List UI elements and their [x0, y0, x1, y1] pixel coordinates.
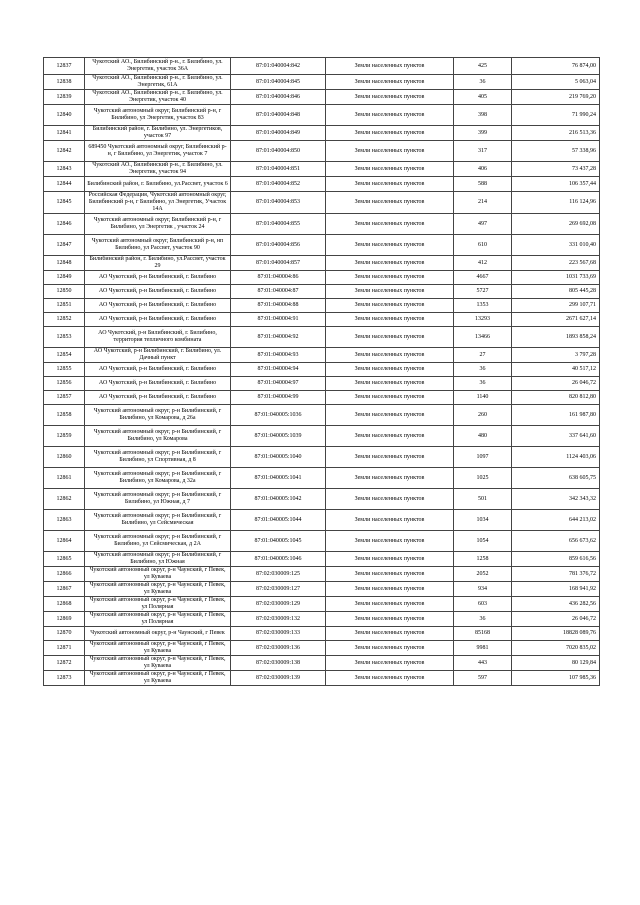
cadastral-value-cell: 5 063,04 [512, 75, 600, 90]
cadastral-number-cell: 87:01:040005:1039 [231, 426, 326, 447]
cadastral-value-cell: 299 107,71 [512, 299, 600, 313]
table-row [44, 363, 600, 377]
address-cell: Чукотский автономный округ, р-н Чаунский, г Певек, ул Полярная [85, 612, 231, 627]
cadastral-number-cell: 87:01:040004:91 [231, 313, 326, 327]
area-cell: 13466 [454, 327, 512, 348]
table-row [44, 299, 600, 313]
address-cell: АО Чукотский, р-н Билибинский, г. Билибино [85, 313, 231, 327]
land-category-cell: Земли населенных пунктов [326, 105, 454, 126]
cadastral-value-cell: 337 641,60 [512, 426, 600, 447]
row-number: 12866 [44, 567, 85, 582]
land-category-cell: Земли населенных пунктов [326, 612, 454, 627]
cadastral-number-cell: 87:02:030009:139 [231, 671, 326, 686]
cadastral-number-cell: 87:01:040004:857 [231, 256, 326, 271]
cadastral-value-cell: 168 941,92 [512, 582, 600, 597]
row-number: 12851 [44, 299, 85, 313]
row-number: 12845 [44, 192, 85, 214]
area-cell: 1097 [454, 447, 512, 468]
area-cell: 27 [454, 348, 512, 363]
cadastral-value-cell: 107 985,36 [512, 671, 600, 686]
table-row [44, 141, 600, 162]
address-cell: Чукотский автономный округ, р-н Чаунский, г Певек, ул Куваева [85, 671, 231, 686]
cadastral-value-cell: 820 812,80 [512, 391, 600, 405]
area-cell: 13293 [454, 313, 512, 327]
row-number: 12872 [44, 656, 85, 671]
area-cell: 4667 [454, 271, 512, 285]
area-cell: 603 [454, 597, 512, 612]
cadastral-value-cell: 161 987,80 [512, 405, 600, 426]
cadastral-number-cell: 87:01:040004:846 [231, 90, 326, 105]
row-number: 12849 [44, 271, 85, 285]
land-category-cell: Земли населенных пунктов [326, 391, 454, 405]
cadastral-number-cell: 87:01:040005:1036 [231, 405, 326, 426]
address-cell: Билибинский район, г. Билибино, ул. Энергетиков, участок 97 [85, 126, 231, 141]
area-cell: 399 [454, 126, 512, 141]
cadastral-value-cell: 436 282,56 [512, 597, 600, 612]
area-cell: 1140 [454, 391, 512, 405]
cadastral-number-cell: 87:01:040005:1046 [231, 552, 326, 567]
table-row [44, 552, 600, 567]
cadastral-number-cell: 87:01:040004:850 [231, 141, 326, 162]
table-row [44, 126, 600, 141]
address-cell: Чукотский АО., Билибинский р-н., г. Билибино, ул. Энергетик, участок 36А [85, 58, 231, 75]
cadastral-value-cell: 342 343,32 [512, 489, 600, 510]
land-category-cell: Земли населенных пунктов [326, 271, 454, 285]
land-parcels-table [43, 57, 600, 686]
table-row [44, 162, 600, 177]
address-cell: Чукотский автономный округ, р-н Билибинский, г Билибино, ул Комарова, д 26а [85, 405, 231, 426]
cadastral-number-cell: 87:01:040004:848 [231, 105, 326, 126]
address-cell: Чукотский автономный округ, р-н Билибинский, г Билибино, ул Комарова [85, 426, 231, 447]
row-number: 12840 [44, 105, 85, 126]
table-row [44, 327, 600, 348]
cadastral-value-cell: 219 769,20 [512, 90, 600, 105]
cadastral-value-cell: 1124 403,06 [512, 447, 600, 468]
table-row [44, 597, 600, 612]
table-row [44, 426, 600, 447]
table-row [44, 214, 600, 235]
address-cell: Чукотский автономный округ, Билибинский р-н, г Билибино, ул Энергетик , участок 24 [85, 214, 231, 235]
table-row [44, 405, 600, 426]
row-number: 12862 [44, 489, 85, 510]
address-cell: Чукотский автономный округ, р-н Билибинский, г Билибино, ул Сейсмическая [85, 510, 231, 531]
cadastral-value-cell: 3 797,28 [512, 348, 600, 363]
row-number: 12854 [44, 348, 85, 363]
address-cell: Чукотский автономный округ, р-н Билибинский, г Билибино, ул Сейсмическая, д 2А [85, 531, 231, 552]
area-cell: 36 [454, 612, 512, 627]
land-category-cell: Земли населенных пунктов [326, 192, 454, 214]
table-row [44, 567, 600, 582]
cadastral-number-cell: 87:01:040004:856 [231, 235, 326, 256]
table-row [44, 256, 600, 271]
row-number: 12868 [44, 597, 85, 612]
cadastral-value-cell: 805 445,28 [512, 285, 600, 299]
address-cell: АО Чукотский, р-н Билибинский, г. Билибино, территория тепличного комбината [85, 327, 231, 348]
area-cell: 406 [454, 162, 512, 177]
cadastral-number-cell: 87:02:030009:132 [231, 612, 326, 627]
cadastral-number-cell: 87:01:040004:93 [231, 348, 326, 363]
address-cell: АО Чукотский, р-н Билибинский, г. Билибино [85, 271, 231, 285]
address-cell: АО Чукотский, р-н Билибинский, г. Билибино, ул. Дачный пункт [85, 348, 231, 363]
cadastral-number-cell: 87:02:030009:133 [231, 627, 326, 641]
cadastral-value-cell: 80 129,84 [512, 656, 600, 671]
table-row [44, 612, 600, 627]
row-number: 12860 [44, 447, 85, 468]
land-category-cell: Земли населенных пунктов [326, 656, 454, 671]
area-cell: 260 [454, 405, 512, 426]
address-cell: Чукотский АО., Билибинский р-н., г. Билибино, ул. Энергетик, участок 40 [85, 90, 231, 105]
row-number: 12843 [44, 162, 85, 177]
table-row [44, 271, 600, 285]
area-cell: 1054 [454, 531, 512, 552]
cadastral-value-cell: 7020 835,02 [512, 641, 600, 656]
area-cell: 36 [454, 363, 512, 377]
cadastral-value-cell: 116 124,96 [512, 192, 600, 214]
area-cell: 934 [454, 582, 512, 597]
row-number: 12863 [44, 510, 85, 531]
row-number: 12847 [44, 235, 85, 256]
cadastral-value-cell: 2671 627,14 [512, 313, 600, 327]
cadastral-number-cell: 87:01:040004:97 [231, 377, 326, 391]
area-cell: 5727 [454, 285, 512, 299]
table-row [44, 447, 600, 468]
row-number: 12865 [44, 552, 85, 567]
land-category-cell: Земли населенных пунктов [326, 214, 454, 235]
land-category-cell: Земли населенных пунктов [326, 58, 454, 75]
cadastral-value-cell: 76 874,00 [512, 58, 600, 75]
cadastral-number-cell: 87:01:040005:1041 [231, 468, 326, 489]
land-category-cell: Земли населенных пунктов [326, 671, 454, 686]
address-cell: АО Чукотский, р-н Билибинский, г. Билибино [85, 391, 231, 405]
cadastral-value-cell: 73 437,28 [512, 162, 600, 177]
land-category-cell: Земли населенных пунктов [326, 90, 454, 105]
address-cell: Чукотский автономный округ, р-н Билибинский, г Билибино, ул Южная [85, 552, 231, 567]
area-cell: 480 [454, 426, 512, 447]
address-cell: Чукотский автономный округ, р-н Билибинский, г Билибино, ул Комарова, д 32а [85, 468, 231, 489]
table-row [44, 75, 600, 90]
land-category-cell: Земли населенных пунктов [326, 531, 454, 552]
cadastral-number-cell: 87:01:040004:87 [231, 285, 326, 299]
cadastral-value-cell: 1893 858,24 [512, 327, 600, 348]
area-cell: 36 [454, 377, 512, 391]
table-row [44, 489, 600, 510]
cadastral-value-cell: 26 046,72 [512, 612, 600, 627]
land-category-cell: Земли населенных пунктов [326, 162, 454, 177]
address-cell: Билибинский район, г. Билибино, ул.Рассвет, участок 29 [85, 256, 231, 271]
address-cell: Чукотский автономный округ, р-н Чаунский, г Певек [85, 627, 231, 641]
table-row [44, 582, 600, 597]
table-body [44, 58, 600, 686]
land-category-cell: Земли населенных пунктов [326, 177, 454, 192]
address-cell: Чукотский АО., Билибинский р-н., г. Билибино, ул. Энергетик, участок 94 [85, 162, 231, 177]
address-cell: Чукотский автономный округ, р-н Билибинский, г Билибино, ул Южная, д 7 [85, 489, 231, 510]
table-row [44, 671, 600, 686]
table-row [44, 656, 600, 671]
row-number: 12873 [44, 671, 85, 686]
address-cell: Билибинский район, г. Билибино, ул.Рассвет, участок 6 [85, 177, 231, 192]
row-number: 12869 [44, 612, 85, 627]
land-category-cell: Земли населенных пунктов [326, 468, 454, 489]
area-cell: 317 [454, 141, 512, 162]
row-number: 12844 [44, 177, 85, 192]
area-cell: 405 [454, 90, 512, 105]
cadastral-number-cell: 87:02:030009:127 [231, 582, 326, 597]
cadastral-number-cell: 87:01:040005:1045 [231, 531, 326, 552]
address-cell: Чукотский автономный округ, Билибинский р-н, нп Билибино, ул Рассвет, участок 90 [85, 235, 231, 256]
row-number: 12853 [44, 327, 85, 348]
cadastral-number-cell: 87:01:040004:99 [231, 391, 326, 405]
address-cell: АО Чукотский, р-н Билибинский, г. Билибино [85, 377, 231, 391]
table-row [44, 377, 600, 391]
cadastral-value-cell: 269 692,08 [512, 214, 600, 235]
land-category-cell: Земли населенных пунктов [326, 256, 454, 271]
land-category-cell: Земли населенных пунктов [326, 567, 454, 582]
row-number: 12870 [44, 627, 85, 641]
land-category-cell: Земли населенных пунктов [326, 75, 454, 90]
cadastral-value-cell: 781 376,72 [512, 567, 600, 582]
cadastral-number-cell: 87:01:040005:1044 [231, 510, 326, 531]
land-category-cell: Земли населенных пунктов [326, 348, 454, 363]
cadastral-number-cell: 87:01:040004:851 [231, 162, 326, 177]
land-category-cell: Земли населенных пунктов [326, 235, 454, 256]
area-cell: 597 [454, 671, 512, 686]
address-cell: Чукотский автономный округ, р-н Билибинский, г Билибино, ул Спортивная, д 8 [85, 447, 231, 468]
area-cell: 1258 [454, 552, 512, 567]
cadastral-number-cell: 87:01:040005:1042 [231, 489, 326, 510]
row-number: 12859 [44, 426, 85, 447]
cadastral-number-cell: 87:01:040004:86 [231, 271, 326, 285]
area-cell: 9981 [454, 641, 512, 656]
row-number: 12857 [44, 391, 85, 405]
cadastral-number-cell: 87:02:030009:136 [231, 641, 326, 656]
cadastral-number-cell: 87:01:040005:1040 [231, 447, 326, 468]
table-row [44, 627, 600, 641]
table-row [44, 285, 600, 299]
table-row [44, 192, 600, 214]
address-cell: Чукотский АО., Билибинский р-н., г. Билибино, ул. Энергетик, 61А [85, 75, 231, 90]
table-row [44, 468, 600, 489]
cadastral-value-cell: 18828 089,76 [512, 627, 600, 641]
row-number: 12842 [44, 141, 85, 162]
table-row [44, 510, 600, 531]
area-cell: 443 [454, 656, 512, 671]
land-category-cell: Земли населенных пунктов [326, 299, 454, 313]
address-cell: 689450 Чукотский автономный округ, Билибинский р-н, г Билибино, ул Энергетик, участок 7 [85, 141, 231, 162]
cadastral-number-cell: 87:01:040004:88 [231, 299, 326, 313]
area-cell: 1025 [454, 468, 512, 489]
table-row [44, 235, 600, 256]
table-row [44, 348, 600, 363]
area-cell: 2052 [454, 567, 512, 582]
row-number: 12864 [44, 531, 85, 552]
area-cell: 1034 [454, 510, 512, 531]
area-cell: 412 [454, 256, 512, 271]
land-category-cell: Земли населенных пунктов [326, 627, 454, 641]
cadastral-number-cell: 87:01:040004:852 [231, 177, 326, 192]
land-category-cell: Земли населенных пунктов [326, 641, 454, 656]
row-number: 12838 [44, 75, 85, 90]
cadastral-number-cell: 87:01:040004:849 [231, 126, 326, 141]
cadastral-value-cell: 1031 733,69 [512, 271, 600, 285]
row-number: 12858 [44, 405, 85, 426]
row-number: 12848 [44, 256, 85, 271]
address-cell: АО Чукотский, р-н Билибинский, г. Билибино [85, 285, 231, 299]
area-cell: 588 [454, 177, 512, 192]
land-category-cell: Земли населенных пунктов [326, 582, 454, 597]
cadastral-number-cell: 87:01:040004:845 [231, 75, 326, 90]
land-category-cell: Земли населенных пунктов [326, 405, 454, 426]
row-number: 12846 [44, 214, 85, 235]
row-number: 12861 [44, 468, 85, 489]
table-row [44, 58, 600, 75]
land-category-cell: Земли населенных пунктов [326, 510, 454, 531]
row-number: 12856 [44, 377, 85, 391]
table-row [44, 313, 600, 327]
area-cell: 398 [454, 105, 512, 126]
cadastral-value-cell: 331 010,40 [512, 235, 600, 256]
cadastral-value-cell: 223 567,68 [512, 256, 600, 271]
cadastral-value-cell: 26 046,72 [512, 377, 600, 391]
address-cell: Чукотский автономный округ, р-н Чаунский, г Певек, ул Куваева [85, 582, 231, 597]
cadastral-number-cell: 87:01:040004:94 [231, 363, 326, 377]
land-category-cell: Земли населенных пунктов [326, 313, 454, 327]
cadastral-number-cell: 87:01:040004:92 [231, 327, 326, 348]
row-number: 12852 [44, 313, 85, 327]
land-category-cell: Земли населенных пунктов [326, 327, 454, 348]
land-category-cell: Земли населенных пунктов [326, 426, 454, 447]
land-category-cell: Земли населенных пунктов [326, 489, 454, 510]
address-cell: Чукотский автономный округ, р-н Чаунский, г Певек, ул Куваева [85, 567, 231, 582]
address-cell: АО Чукотский, р-н Билибинский, г. Билибино [85, 363, 231, 377]
area-cell: 1353 [454, 299, 512, 313]
row-number: 12871 [44, 641, 85, 656]
row-number: 12850 [44, 285, 85, 299]
address-cell: Чукотский автономный округ, р-н Чаунский, г Певек, ул Полярная [85, 597, 231, 612]
area-cell: 425 [454, 58, 512, 75]
address-cell: Российская Федерация, Чукотский автономный округ, Билибинский р-н, г Билибино, ул Энергетик, Участок 14А [85, 192, 231, 214]
land-category-cell: Земли населенных пунктов [326, 597, 454, 612]
cadastral-number-cell: 87:02:030009:138 [231, 656, 326, 671]
address-cell: Чукотский автономный округ, Билибинский р-н, г Билибино, ул Энергетик, участок 83 [85, 105, 231, 126]
table-row [44, 641, 600, 656]
land-category-cell: Земли населенных пунктов [326, 126, 454, 141]
address-cell: Чукотский автономный округ, р-н Чаунский, г Певек, ул Куваева [85, 641, 231, 656]
row-number: 12855 [44, 363, 85, 377]
land-category-cell: Земли населенных пунктов [326, 447, 454, 468]
cadastral-value-cell: 644 213,02 [512, 510, 600, 531]
land-category-cell: Земли населенных пунктов [326, 377, 454, 391]
address-cell: Чукотский автономный округ, р-н Чаунский, г Певек, ул Куваева [85, 656, 231, 671]
table-row [44, 105, 600, 126]
cadastral-value-cell: 638 605,75 [512, 468, 600, 489]
address-cell: АО Чукотский, р-н Билибинский, г. Билибино [85, 299, 231, 313]
land-category-cell: Земли населенных пунктов [326, 141, 454, 162]
table-row [44, 90, 600, 105]
cadastral-number-cell: 87:01:040004:855 [231, 214, 326, 235]
land-category-cell: Земли населенных пунктов [326, 285, 454, 299]
land-category-cell: Земли населенных пунктов [326, 363, 454, 377]
area-cell: 36 [454, 75, 512, 90]
cadastral-number-cell: 87:01:040004:842 [231, 58, 326, 75]
area-cell: 497 [454, 214, 512, 235]
cadastral-value-cell: 859 616,56 [512, 552, 600, 567]
cadastral-value-cell: 106 357,44 [512, 177, 600, 192]
area-cell: 85168 [454, 627, 512, 641]
row-number: 12867 [44, 582, 85, 597]
cadastral-number-cell: 87:01:040004:853 [231, 192, 326, 214]
cadastral-value-cell: 40 517,12 [512, 363, 600, 377]
cadastral-value-cell: 57 338,96 [512, 141, 600, 162]
cadastral-value-cell: 656 673,62 [512, 531, 600, 552]
row-number: 12839 [44, 90, 85, 105]
cadastral-number-cell: 87:02:030009:125 [231, 567, 326, 582]
area-cell: 501 [454, 489, 512, 510]
cadastral-number-cell: 87:02:030009:129 [231, 597, 326, 612]
cadastral-value-cell: 216 513,36 [512, 126, 600, 141]
area-cell: 214 [454, 192, 512, 214]
land-category-cell: Земли населенных пунктов [326, 552, 454, 567]
row-number: 12837 [44, 58, 85, 75]
area-cell: 610 [454, 235, 512, 256]
table-row [44, 177, 600, 192]
table-row [44, 531, 600, 552]
cadastral-value-cell: 71 990,24 [512, 105, 600, 126]
row-number: 12841 [44, 126, 85, 141]
table-row [44, 391, 600, 405]
